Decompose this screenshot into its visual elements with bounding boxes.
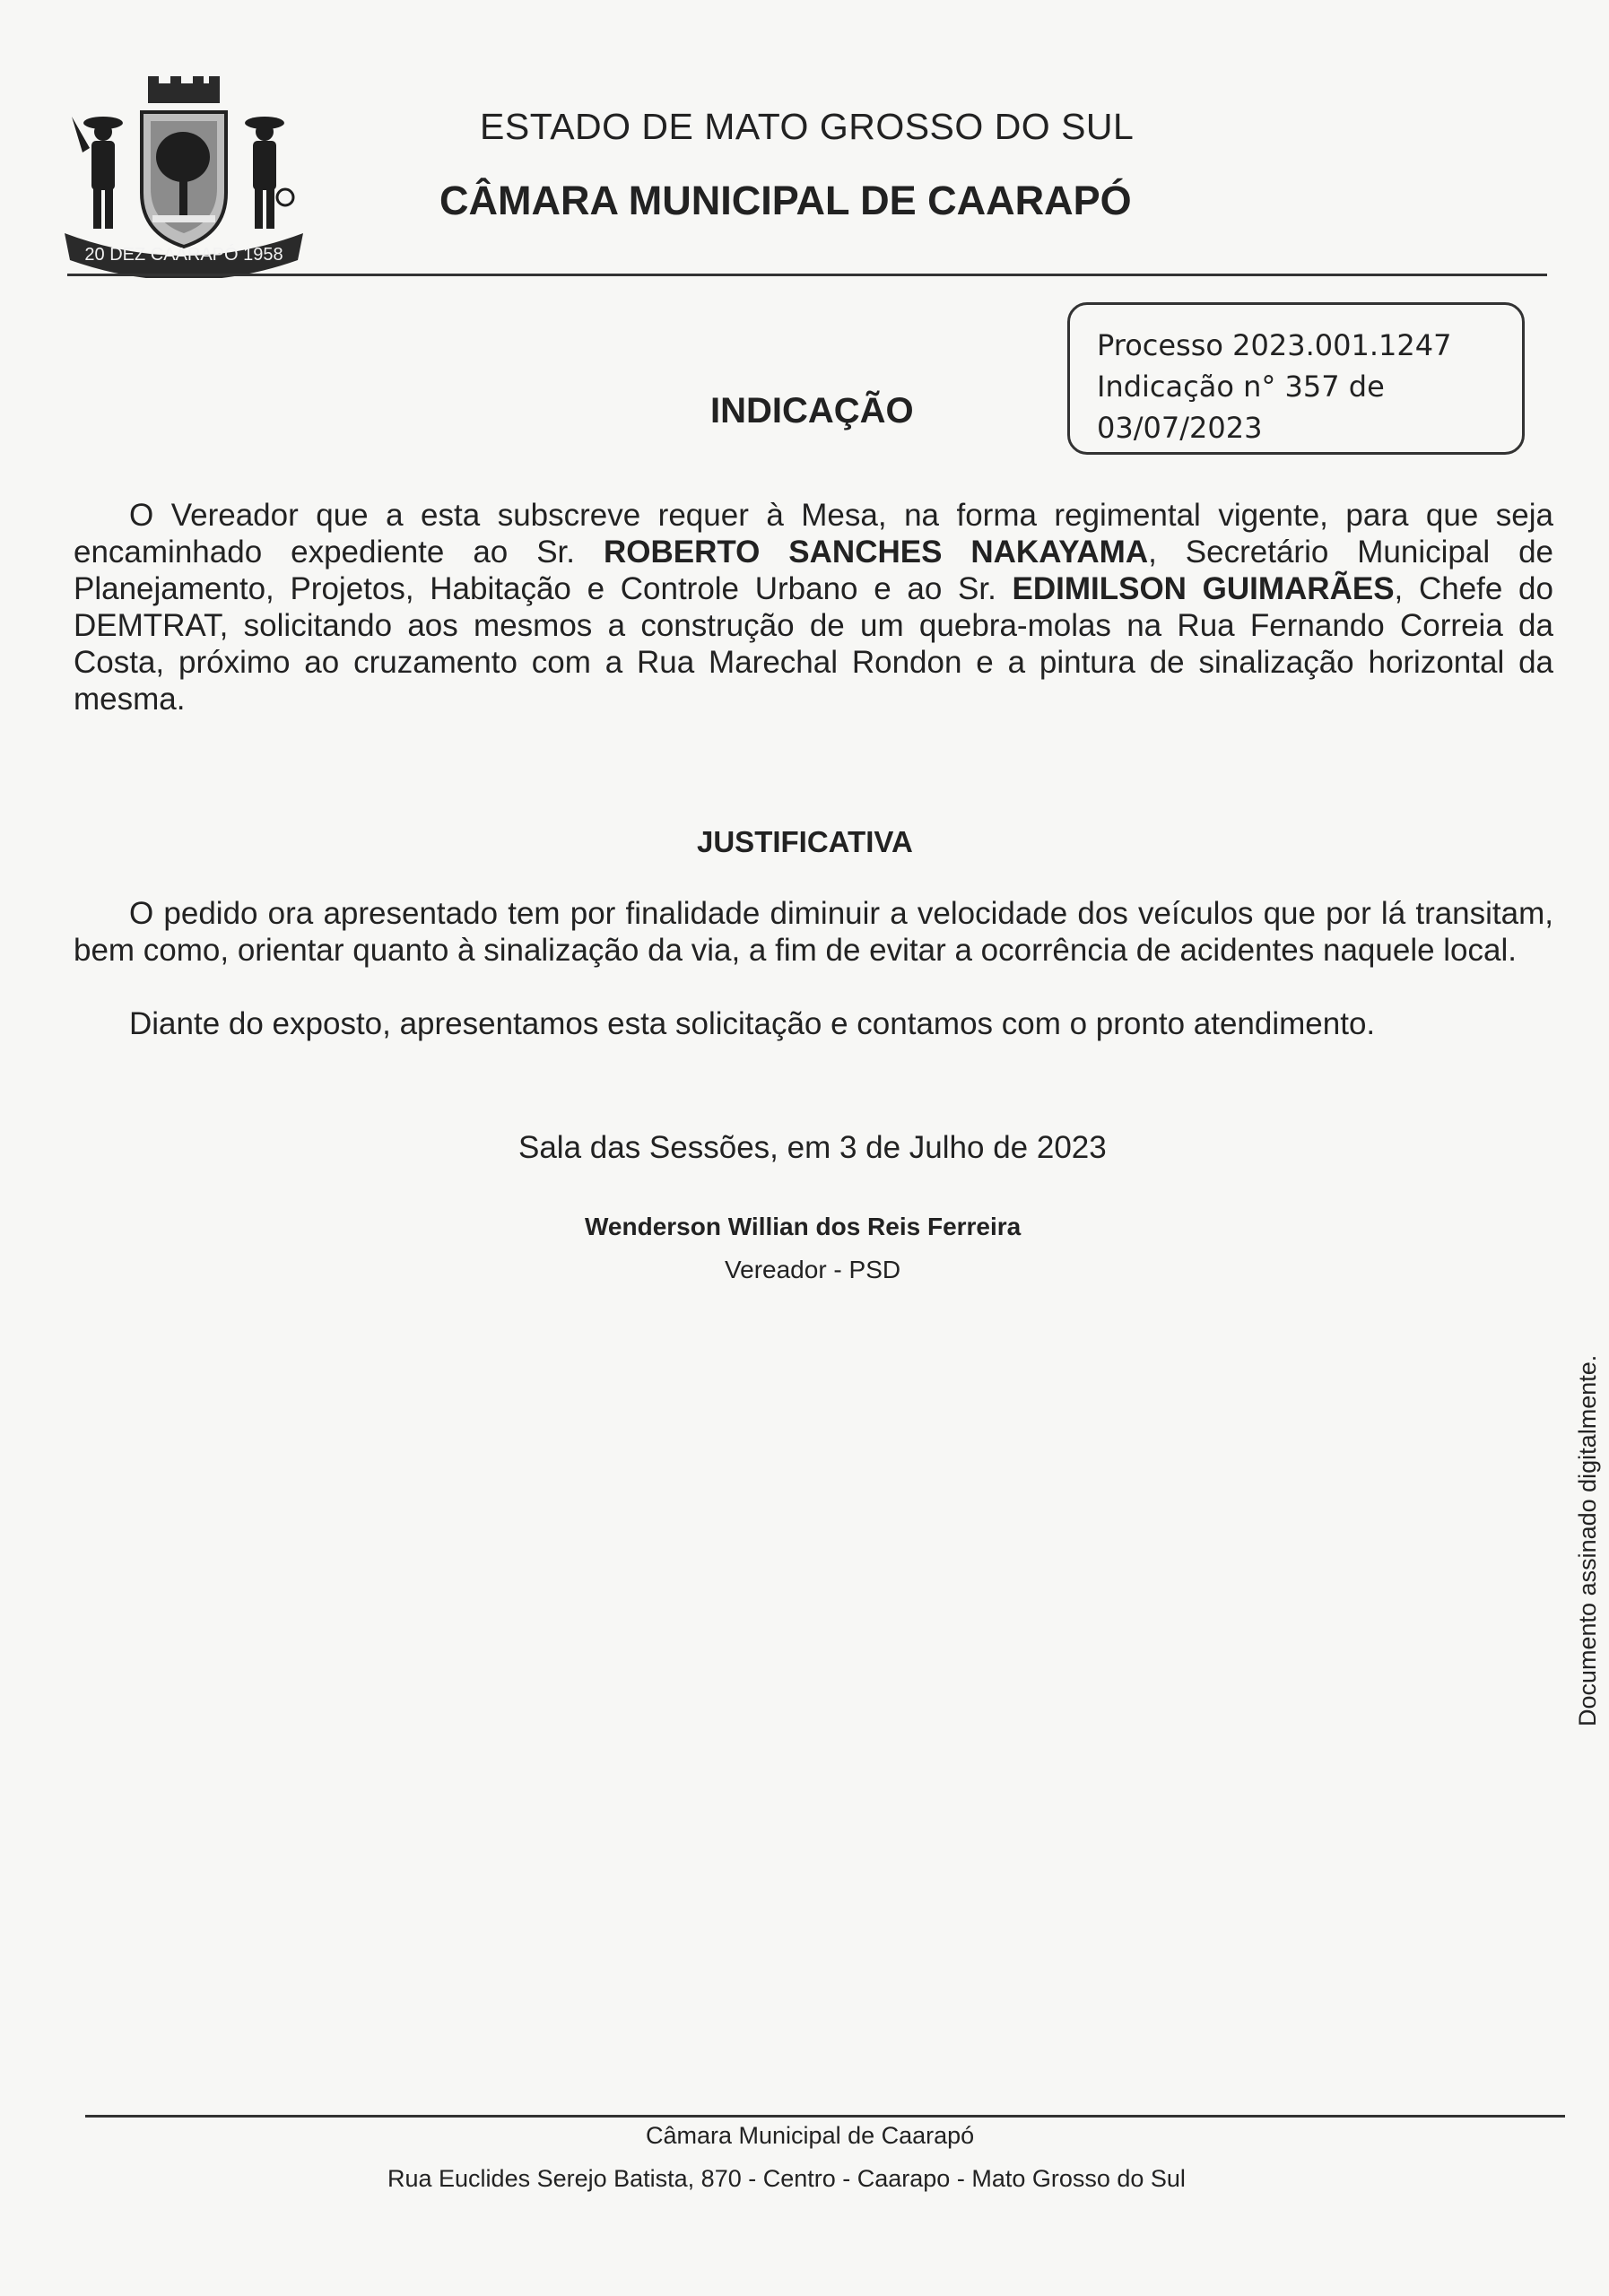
coat-of-arms-icon [63, 76, 305, 278]
text-run: , Secretário Municipal de Planejamento, Projetos, Habitação e Controle Urbano e ao Sr. [74, 535, 1554, 606]
justificativa-text-2: Diante do exposto, apresentamos esta solicitação e contamos com o pronto atendimento. [129, 1006, 1376, 1041]
footer-divider [85, 2115, 1565, 2118]
indication-number: Indicação n° 357 de [1097, 370, 1385, 404]
justificativa-text-1: O pedido ora apresentado tem por finalidade diminuir a velocidade dos veículos que por lá transitam, bem como, orientar quanto à sinalização da via, a fim de evitar a ocorrência de acidentes naquele local. [74, 896, 1553, 968]
crest-ribbon-text: 20 DEZ CAARAPÓ 1958 [84, 245, 283, 265]
footer-institution: Câmara Municipal de Caarapó [646, 2122, 975, 2149]
indication-date: 03/07/2023 [1097, 411, 1263, 445]
header-divider [67, 274, 1547, 276]
text-run: , Chefe do DEMTRAT, solicitando aos mesmos a construção de um quebra-molas na Rua Fernando Correia da Costa, próximo ao cruzamento com a Rua Marechal Rondon e a pintura de sinalização horizontal da mesma. [74, 571, 1553, 717]
justificativa-title: JUSTIFICATIVA [697, 825, 913, 858]
footer-address: Rua Euclides Serejo Batista, 870 - Centro - Caarapo - Mato Grosso do Sul [387, 2165, 1186, 2192]
secretary-name: ROBERTO SANCHES NAKAYAMA [603, 535, 1149, 570]
justificativa-paragraph-2 [74, 1005, 1553, 1042]
text-run: O Vereador que a esta subscreve requer à Mesa, na forma regimental vigente, para que seja encaminhado expediente ao Sr. [74, 498, 1553, 570]
indicacao-title: INDICAÇÃO [710, 391, 914, 430]
indicacao-paragraph [74, 497, 1553, 718]
process-number: Processo 2023.001.1247 [1097, 328, 1452, 362]
signer-role: Vereador - PSD [725, 1256, 901, 1283]
justificativa-paragraph-1 [74, 895, 1553, 969]
signer-name: Wenderson Willian dos Reis Ferreira [585, 1213, 1022, 1240]
session-date-line: Sala das Sessões, em 3 de Julho de 2023 [518, 1130, 1107, 1165]
chief-name: EDIMILSON GUIMARÃES [1012, 571, 1395, 606]
process-stamp-box [1067, 302, 1525, 455]
state-name: ESTADO DE MATO GROSSO DO SUL [480, 106, 1135, 147]
chamber-name: CÂMARA MUNICIPAL DE CAARAPÓ [439, 178, 1132, 223]
digital-signature-note: Documento assinado digitalmente. [1574, 1354, 1601, 1726]
